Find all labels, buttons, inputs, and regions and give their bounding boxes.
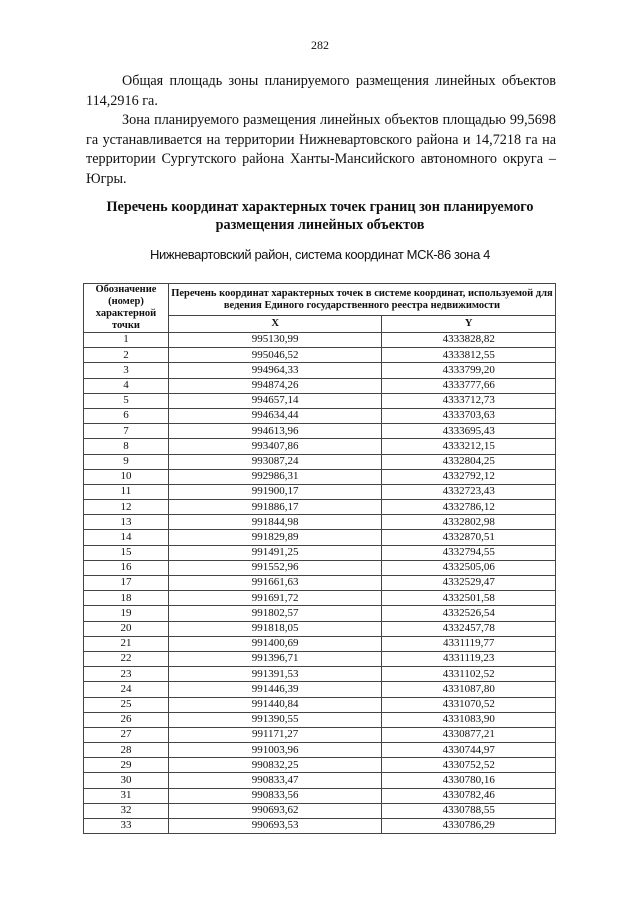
table-row — [84, 576, 556, 591]
x-cell: 991818,05 — [168, 621, 381, 636]
y-cell: 4330744,97 — [382, 743, 556, 758]
x-cell: 994657,14 — [168, 393, 381, 408]
x-cell: 990832,25 — [168, 758, 381, 773]
point-number-cell: 9 — [84, 454, 169, 469]
header-coordinates: Перечень координат характерных точек в системе координат, используемой для ведения Единого государственного реестра недвижимости — [168, 284, 555, 316]
point-number-cell: 8 — [84, 439, 169, 454]
x-cell: 991802,57 — [168, 606, 381, 621]
section-title: Перечень координат характерных точек границ зон планируемого размещения линейных объектов — [106, 199, 534, 233]
y-cell: 4330780,16 — [382, 773, 556, 788]
table-row — [84, 636, 556, 651]
y-cell: 4332794,55 — [382, 545, 556, 560]
y-cell: 4333712,73 — [382, 393, 556, 408]
point-number-cell: 18 — [84, 591, 169, 606]
table-row — [84, 819, 556, 834]
x-cell: 991844,98 — [168, 515, 381, 530]
point-number-cell: 23 — [84, 667, 169, 682]
x-cell: 991691,72 — [168, 591, 381, 606]
table-row — [84, 439, 556, 454]
point-number-cell: 20 — [84, 621, 169, 636]
table-row — [84, 743, 556, 758]
table-row — [84, 560, 556, 575]
table-row — [84, 667, 556, 682]
table-row — [84, 591, 556, 606]
point-number-cell: 28 — [84, 743, 169, 758]
point-number-cell: 7 — [84, 424, 169, 439]
table-row — [84, 758, 556, 773]
y-cell: 4333799,20 — [382, 363, 556, 378]
table-row — [84, 363, 556, 378]
table-row — [84, 697, 556, 712]
y-cell: 4330788,55 — [382, 803, 556, 818]
y-cell: 4333212,15 — [382, 439, 556, 454]
point-number-cell: 31 — [84, 788, 169, 803]
table-row — [84, 515, 556, 530]
table-row — [84, 606, 556, 621]
header-x: X — [168, 316, 381, 333]
point-number-cell: 14 — [84, 530, 169, 545]
table-row — [84, 408, 556, 423]
point-number-cell: 5 — [84, 393, 169, 408]
x-cell: 992986,31 — [168, 469, 381, 484]
page-number: 282 — [311, 38, 329, 52]
point-number-cell: 33 — [84, 819, 169, 834]
x-cell: 990833,56 — [168, 788, 381, 803]
table-row — [84, 530, 556, 545]
table-row — [84, 333, 556, 348]
point-number-cell: 32 — [84, 803, 169, 818]
x-cell: 991396,71 — [168, 651, 381, 666]
point-number-cell: 11 — [84, 484, 169, 499]
point-number-cell: 22 — [84, 651, 169, 666]
point-number-cell: 21 — [84, 636, 169, 651]
x-cell: 993087,24 — [168, 454, 381, 469]
point-number-cell: 17 — [84, 576, 169, 591]
point-number-cell: 2 — [84, 348, 169, 363]
point-number-cell: 27 — [84, 727, 169, 742]
point-number-cell: 6 — [84, 408, 169, 423]
y-cell: 4330782,46 — [382, 788, 556, 803]
y-cell: 4332804,25 — [382, 454, 556, 469]
y-cell: 4330752,52 — [382, 758, 556, 773]
y-cell: 4332802,98 — [382, 515, 556, 530]
y-cell: 4331119,23 — [382, 651, 556, 666]
table-row — [84, 712, 556, 727]
y-cell: 4332526,54 — [382, 606, 556, 621]
y-cell: 4332457,78 — [382, 621, 556, 636]
table-row — [84, 803, 556, 818]
y-cell: 4333777,66 — [382, 378, 556, 393]
x-cell: 995046,52 — [168, 348, 381, 363]
y-cell: 4332870,51 — [382, 530, 556, 545]
x-cell: 991440,84 — [168, 697, 381, 712]
point-number-cell: 25 — [84, 697, 169, 712]
table-row — [84, 727, 556, 742]
x-cell: 991171,27 — [168, 727, 381, 742]
y-cell: 4332723,43 — [382, 484, 556, 499]
x-cell: 991003,96 — [168, 743, 381, 758]
y-cell: 4331070,52 — [382, 697, 556, 712]
point-number-cell: 10 — [84, 469, 169, 484]
point-number-cell: 1 — [84, 333, 169, 348]
header-y: Y — [382, 316, 556, 333]
point-number-cell: 13 — [84, 515, 169, 530]
y-cell: 4333828,82 — [382, 333, 556, 348]
table-row — [84, 682, 556, 697]
y-cell: 4333703,63 — [382, 408, 556, 423]
table-row — [84, 788, 556, 803]
x-cell: 993407,86 — [168, 439, 381, 454]
x-cell: 991886,17 — [168, 500, 381, 515]
x-cell: 991391,53 — [168, 667, 381, 682]
y-cell: 4330786,29 — [382, 819, 556, 834]
table-row — [84, 773, 556, 788]
header-point-number: Обозначение (номер) характерной точки — [84, 284, 169, 333]
y-cell: 4333695,43 — [382, 424, 556, 439]
table-row — [84, 545, 556, 560]
table-row — [84, 424, 556, 439]
x-cell: 991829,89 — [168, 530, 381, 545]
coordinates-table — [83, 283, 556, 834]
x-cell: 991552,96 — [168, 560, 381, 575]
point-number-cell: 29 — [84, 758, 169, 773]
table-row — [84, 393, 556, 408]
y-cell: 4332501,58 — [382, 591, 556, 606]
x-cell: 990693,53 — [168, 819, 381, 834]
point-number-cell: 15 — [84, 545, 169, 560]
point-number-cell: 26 — [84, 712, 169, 727]
y-cell: 4331087,80 — [382, 682, 556, 697]
y-cell: 4333812,55 — [382, 348, 556, 363]
point-number-cell: 16 — [84, 560, 169, 575]
table-row — [84, 500, 556, 515]
table-row — [84, 348, 556, 363]
x-cell: 991446,39 — [168, 682, 381, 697]
x-cell: 994634,44 — [168, 408, 381, 423]
x-cell: 990693,62 — [168, 803, 381, 818]
y-cell: 4332792,12 — [382, 469, 556, 484]
point-number-cell: 19 — [84, 606, 169, 621]
y-cell: 4330877,21 — [382, 727, 556, 742]
x-cell: 994613,96 — [168, 424, 381, 439]
paragraph-total-area — [86, 72, 556, 111]
point-number-cell: 4 — [84, 378, 169, 393]
x-cell: 991390,55 — [168, 712, 381, 727]
paragraph-zone-area — [86, 111, 556, 189]
paragraph-text: Зона планируемого размещения линейных объектов площадью 99,5698 га устанавливается на территории Нижневартовского района и 14,7218 га на территории Сургутского района Ханты-Мансийского автономного округа – Югры. — [86, 112, 556, 187]
y-cell: 4331119,77 — [382, 636, 556, 651]
table-row — [84, 454, 556, 469]
x-cell: 994874,26 — [168, 378, 381, 393]
table-row — [84, 469, 556, 484]
x-cell: 995130,99 — [168, 333, 381, 348]
y-cell: 4331102,52 — [382, 667, 556, 682]
x-cell: 991661,63 — [168, 576, 381, 591]
x-cell: 991400,69 — [168, 636, 381, 651]
point-number-cell: 30 — [84, 773, 169, 788]
x-cell: 994964,33 — [168, 363, 381, 378]
y-cell: 4332786,12 — [382, 500, 556, 515]
x-cell: 991900,17 — [168, 484, 381, 499]
table-row — [84, 484, 556, 499]
paragraph-text: Общая площадь зоны планируемого размещения линейных объектов 114,2916 га. — [86, 73, 556, 109]
table-caption: Нижневартовский район, система координат МСК-86 зона 4 — [150, 247, 490, 262]
y-cell: 4332529,47 — [382, 576, 556, 591]
x-cell: 991491,25 — [168, 545, 381, 560]
point-number-cell: 24 — [84, 682, 169, 697]
x-cell: 990833,47 — [168, 773, 381, 788]
y-cell: 4331083,90 — [382, 712, 556, 727]
y-cell: 4332505,06 — [382, 560, 556, 575]
point-number-cell: 3 — [84, 363, 169, 378]
table-row — [84, 651, 556, 666]
table-row — [84, 378, 556, 393]
table-row — [84, 621, 556, 636]
point-number-cell: 12 — [84, 500, 169, 515]
